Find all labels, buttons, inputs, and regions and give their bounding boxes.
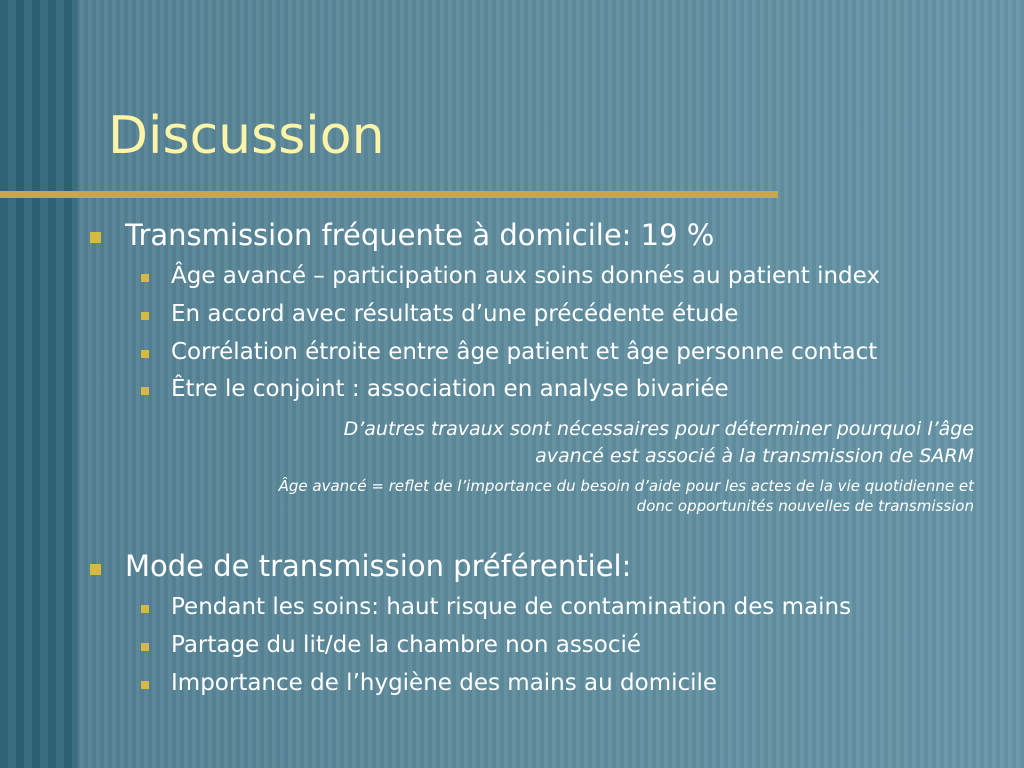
note-line: D’autres travaux sont nécessaires pour déterminer pourquoi l’âge [343, 418, 974, 440]
list-item: Pendant les soins: haut risque de contamination des mains [171, 594, 852, 620]
list-item: En accord avec résultats d’une précédente étude [171, 301, 739, 327]
square-bullet-icon [90, 564, 101, 575]
square-bullet-icon [141, 350, 149, 358]
slide-title: Discussion [108, 106, 385, 166]
list-item: Être le conjoint : association en analyse bivariée [171, 376, 729, 402]
section-heading: Transmission fréquente à domicile: 19 % [125, 218, 715, 252]
square-bullet-icon [141, 274, 149, 282]
note-line: Âge avancé = reflet de l’importance du besoin d’aide pour les actes de la vie quotidienne et [278, 477, 974, 495]
square-bullet-icon [141, 605, 149, 613]
list-item: Âge avancé – participation aux soins donnés au patient index [171, 263, 880, 289]
list-item: Partage du lit/de la chambre non associé [171, 632, 642, 658]
list-item: Corrélation étroite entre âge patient et âge personne contact [171, 339, 878, 365]
square-bullet-icon [141, 312, 149, 320]
list-item: Importance de l’hygiène des mains au domicile [171, 670, 718, 696]
square-bullet-icon [141, 643, 149, 651]
note-line: donc opportunités nouvelles de transmission [636, 497, 974, 515]
square-bullet-icon [141, 387, 149, 395]
italic-footnote [279, 476, 974, 516]
square-bullet-icon [90, 232, 101, 243]
square-bullet-icon [141, 681, 149, 689]
italic-note [344, 416, 974, 470]
note-line: avancé est associé à la transmission de SARM [535, 445, 974, 467]
section-heading: Mode de transmission préférentiel: [125, 549, 632, 583]
